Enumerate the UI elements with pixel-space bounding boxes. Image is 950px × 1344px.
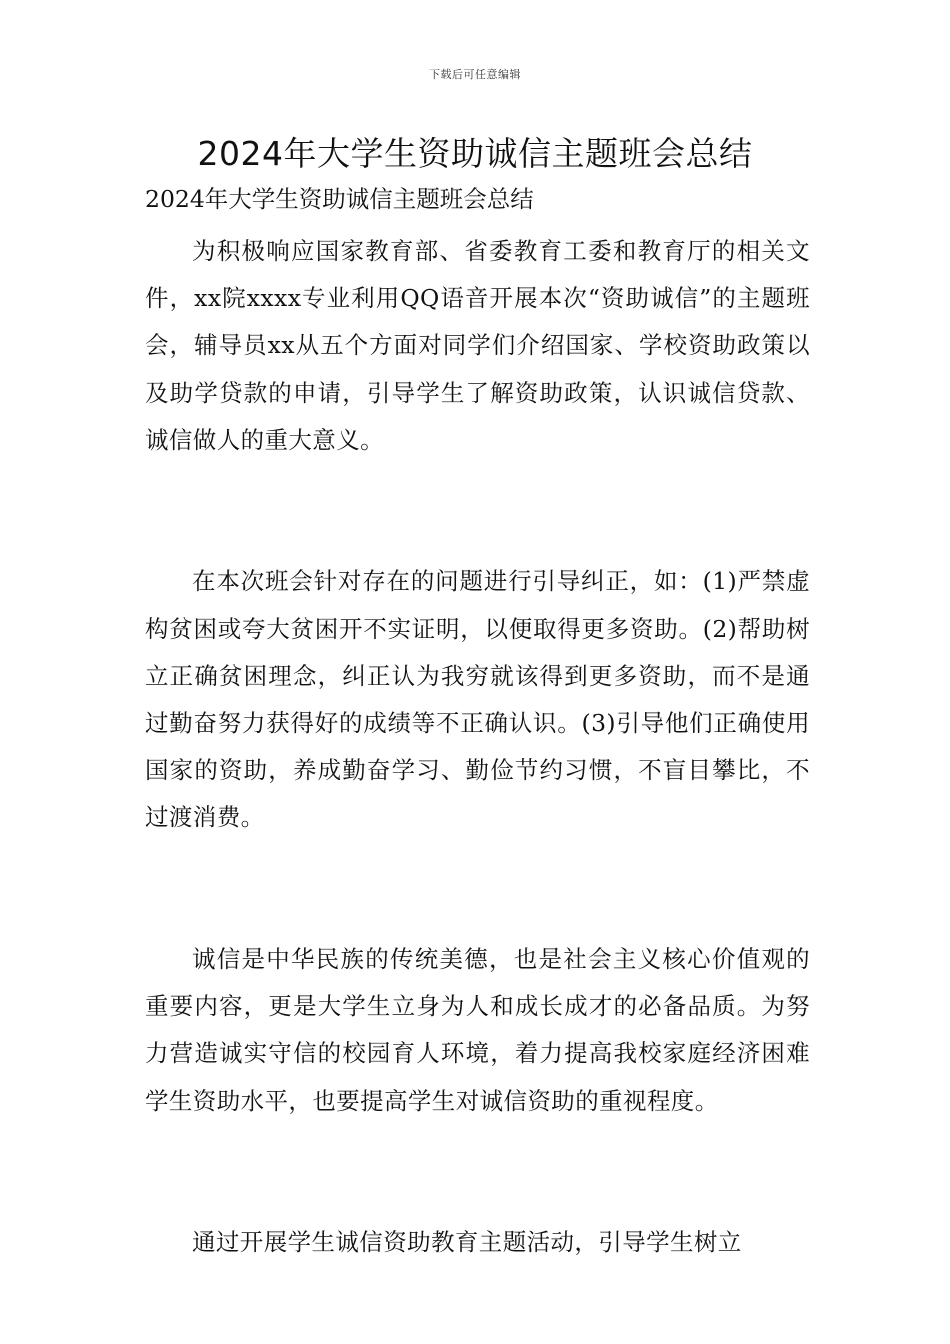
paragraph-1: 为积极响应国家教育部、省委教育工委和教育厅的相关文件，xx院xxxx专业利用QQ语音开展本次“资助诚信”的主题班会，辅导员xx从五个方面对同学们介绍国家、学校资助政策以及助学贷款的申请，引导学生了解资助政策，认识诚信贷款、诚信做人的重大意义。	[145, 237, 810, 454]
document-subtitle: 2024年大学生资助诚信主题班会总结	[145, 185, 534, 213]
paragraph-2: 在本次班会针对存在的问题进行引导纠正，如：(1)严禁虚构贫困或夸大贫困开不实证明，以便取得更多资助。(2)帮助树立正确贫困理念，纠正认为我穷就该得到更多资助，而不是通过勤奋努力获得好的成绩等不正确认识。(3)引导他们正确使用国家的资助，养成勤奋学习、勤俭节约习惯，不盲目攀比，不过渡消费。	[145, 567, 810, 832]
paragraph-4: 通过开展学生诚信资助教育主题活动，引导学生树立	[192, 1228, 742, 1257]
paragraph-3: 诚信是中华民族的传统美德，也是社会主义核心价值观的重要内容，更是大学生立身为人和成长成才的必备品质。为努力营造诚实守信的校园育人环境，着力提高我校家庭经济困难学生资助水平，也要提高学生对诚信资助的重视程度。	[145, 945, 810, 1115]
document-body	[145, 228, 810, 1266]
document-title: 2024年大学生资助诚信主题班会总结	[197, 134, 753, 173]
header-note: 下载后可任意编辑	[429, 68, 521, 81]
